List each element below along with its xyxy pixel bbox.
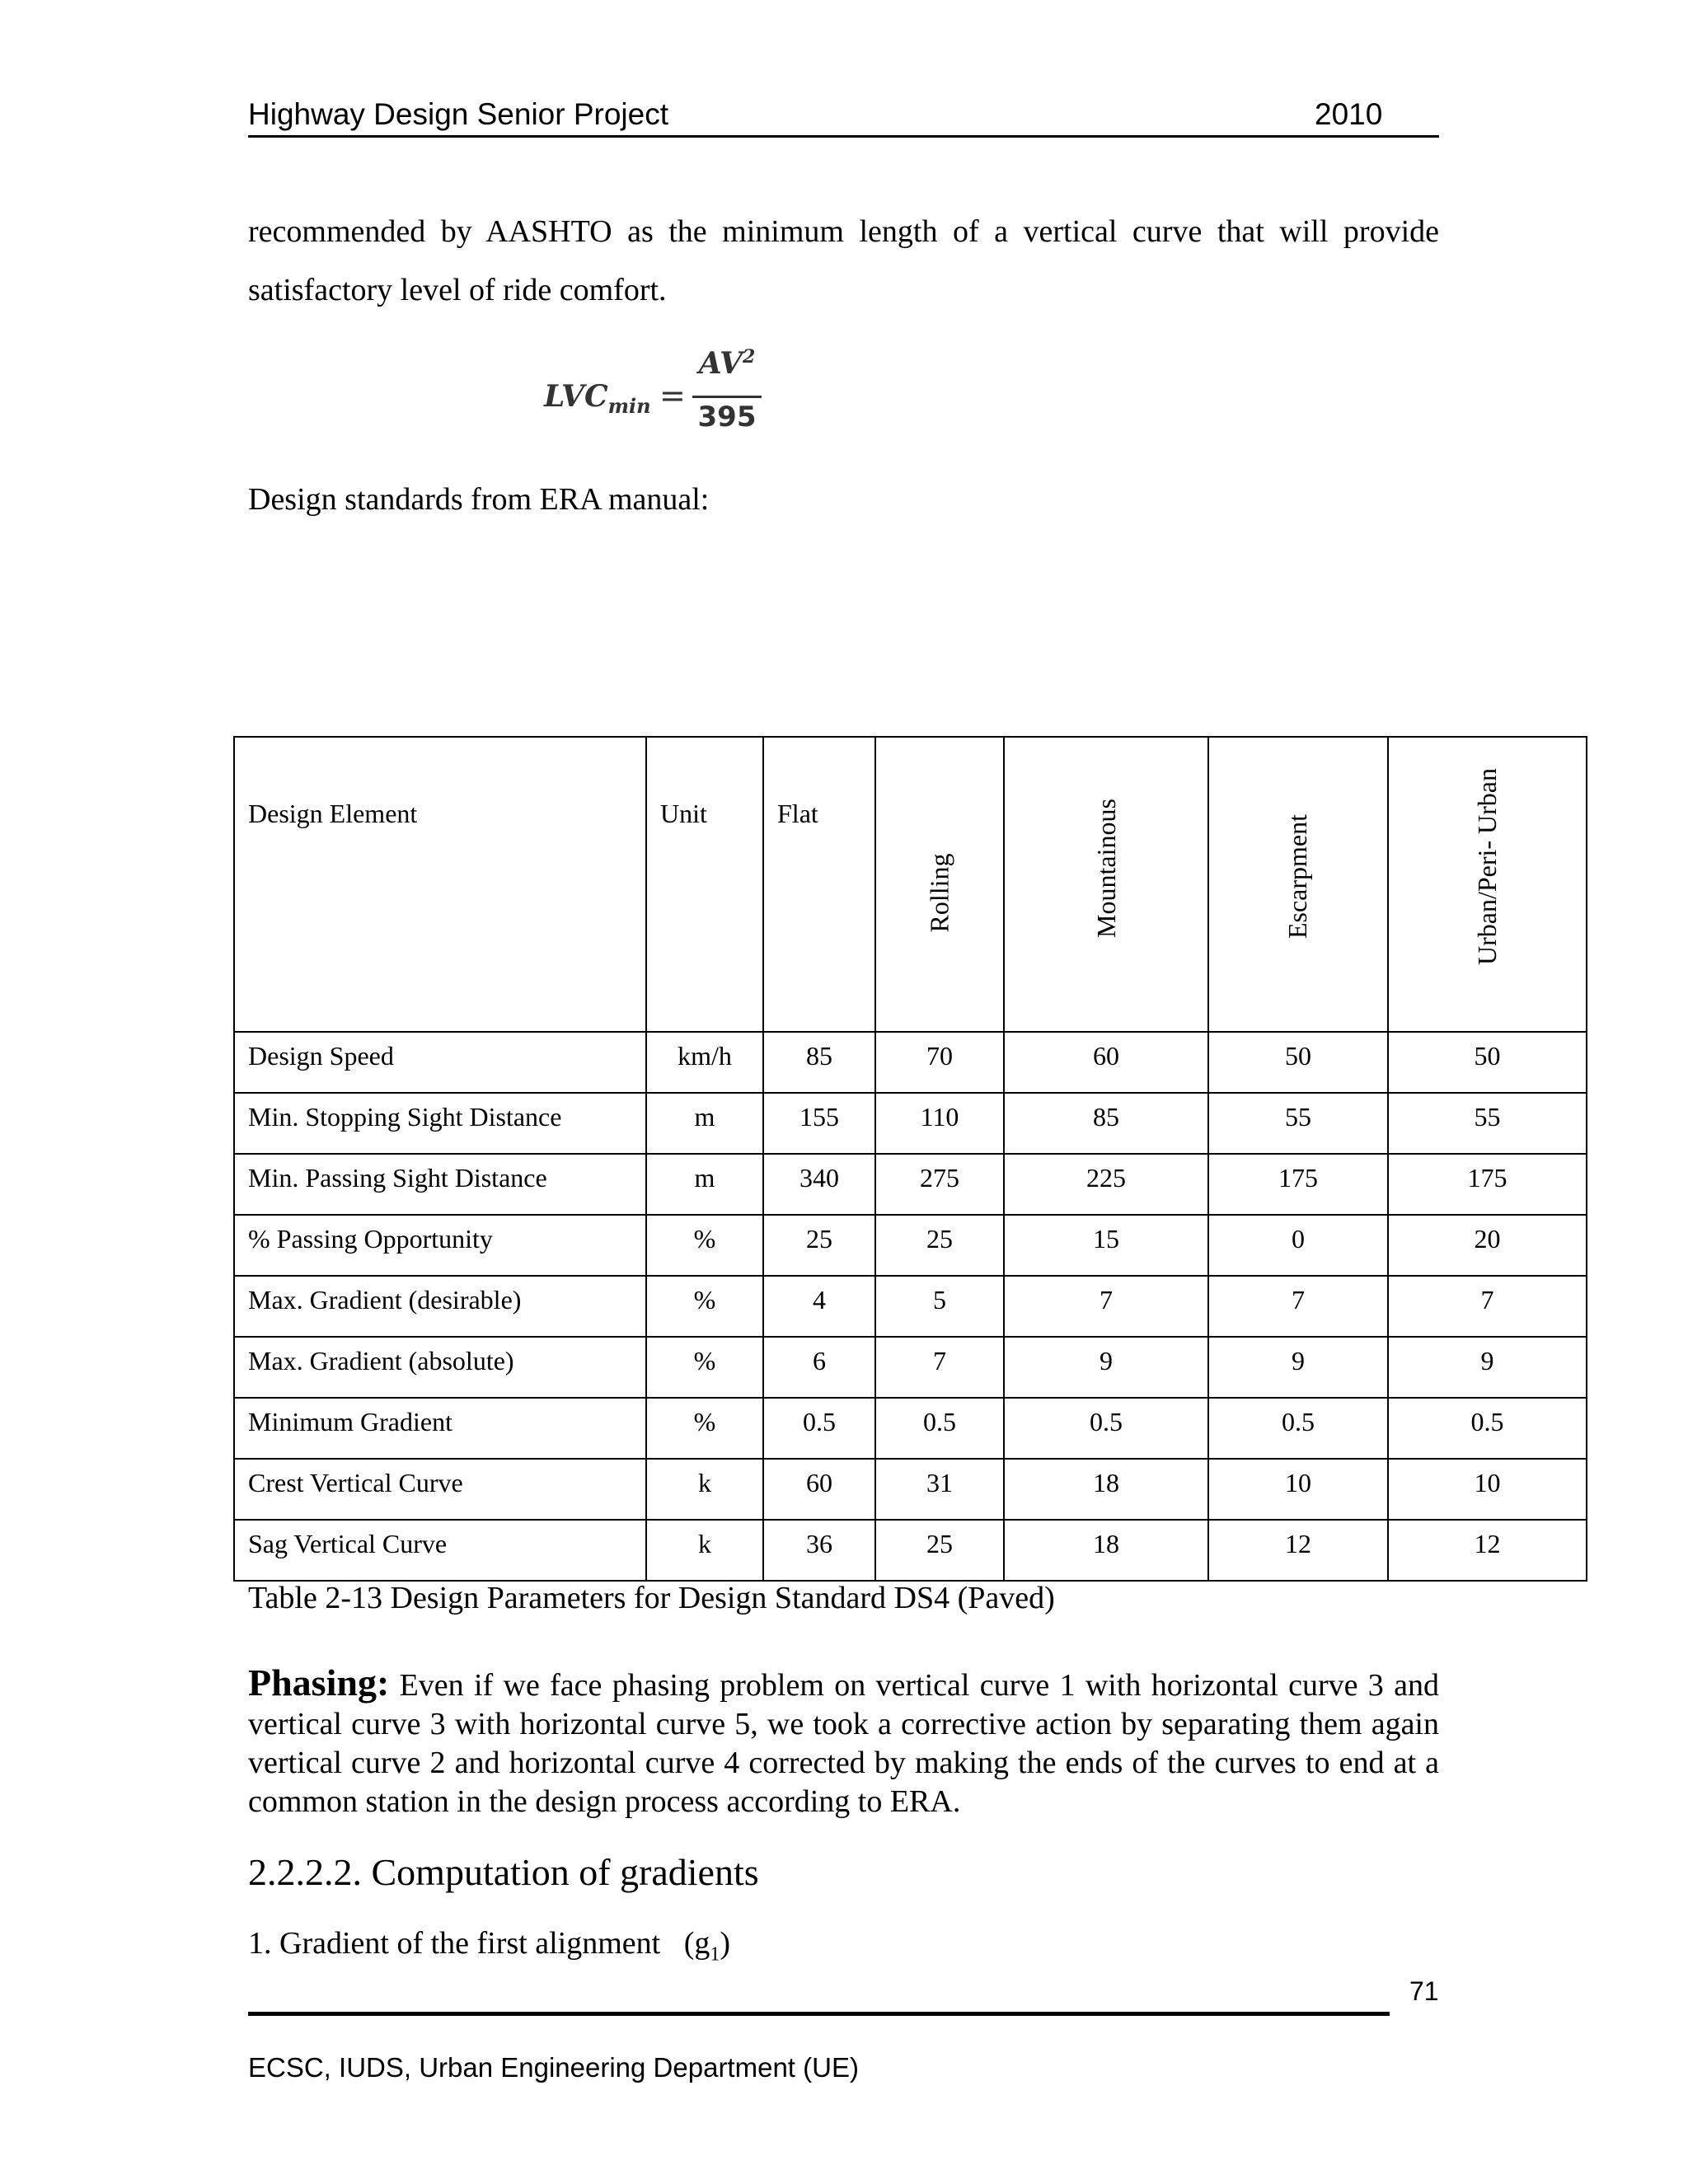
table-cell: 175	[1208, 1154, 1388, 1215]
table-cell: km/h	[646, 1032, 763, 1093]
table-cell: 6	[763, 1337, 875, 1398]
table-cell: Min. Stopping Sight Distance	[234, 1093, 646, 1154]
header-unit: Unit	[646, 737, 763, 1032]
table-cell: 15	[1004, 1215, 1208, 1276]
table-row	[234, 1398, 1587, 1459]
table-cell: 18	[1004, 1520, 1208, 1581]
formula-denominator: 395	[697, 401, 757, 434]
header-urban-label: Urban/Peri- Urban	[1472, 767, 1503, 965]
table-cell: 110	[875, 1093, 1004, 1154]
table-cell: 60	[1004, 1032, 1208, 1093]
table-cell: 10	[1208, 1459, 1388, 1520]
table-row	[234, 1459, 1587, 1520]
header-year: 2010	[1315, 97, 1383, 131]
gradient-line-sub: 1	[710, 1943, 720, 1966]
table-cell: 31	[875, 1459, 1004, 1520]
table-cell: %	[646, 1276, 763, 1337]
design-standards-label: Design standards from ERA manual:	[248, 482, 710, 517]
table-cell: 20	[1388, 1215, 1587, 1276]
table-row	[234, 1093, 1587, 1154]
table-cell: Max. Gradient (desirable)	[234, 1276, 646, 1337]
table-cell: 5	[875, 1276, 1004, 1337]
table-cell: 50	[1388, 1032, 1587, 1093]
table-row	[234, 1337, 1587, 1398]
formula-fraction-bar	[692, 396, 762, 398]
table-cell: Sag Vertical Curve	[234, 1520, 646, 1581]
table-cell: 36	[763, 1520, 875, 1581]
table-caption: Table 2-13 Design Parameters for Design Standard DS4 (Paved)	[248, 1581, 1055, 1615]
table-cell: 12	[1208, 1520, 1388, 1581]
header-mountainous	[1004, 737, 1208, 1032]
gradient-line-close: )	[720, 1926, 731, 1961]
table-cell: 60	[763, 1459, 875, 1520]
table-cell: 4	[763, 1276, 875, 1337]
table-cell: %	[646, 1398, 763, 1459]
table-cell: 0.5	[1208, 1398, 1388, 1459]
table-cell: 85	[763, 1032, 875, 1093]
table-cell: k	[646, 1459, 763, 1520]
table-cell: 25	[875, 1520, 1004, 1581]
page-number: 71	[1409, 1976, 1439, 2006]
table-cell: 7	[1208, 1276, 1388, 1337]
table-cell: 225	[1004, 1154, 1208, 1215]
header-mountainous-label: Mountainous	[1090, 798, 1121, 938]
table-cell: m	[646, 1154, 763, 1215]
table-cell: 55	[1388, 1093, 1587, 1154]
header-urban	[1388, 737, 1587, 1032]
table-row	[234, 1215, 1587, 1276]
table-cell: 9	[1208, 1337, 1388, 1398]
table-cell: 50	[1208, 1032, 1388, 1093]
gradient-line	[248, 1925, 730, 1966]
intro-paragraph: recommended by AASHTO as the minimum length of a vertical curve that will provide satisfactory level of ride comfort.	[248, 214, 1439, 307]
table-cell: 25	[875, 1215, 1004, 1276]
formula-lhs-sub: min	[607, 394, 651, 419]
table-header-row	[234, 737, 1587, 1032]
table-cell: 55	[1208, 1093, 1388, 1154]
formula-numerator	[694, 346, 760, 381]
table-cell: 0.5	[763, 1398, 875, 1459]
design-parameters-table	[233, 736, 1587, 1582]
table-cell: 70	[875, 1032, 1004, 1093]
table-cell: 9	[1004, 1337, 1208, 1398]
phasing-text: Even if we face phasing problem on vertical curve 1 with horizontal curve 3 and vertical curve 3 with horizontal curve 5, we took a corrective action by separating them again vertical curve 2 and horizontal curve 4 corrected by making the ends of the curves to end at a common station in the design process according to ERA.	[248, 1668, 1439, 1819]
table-cell: 7	[1004, 1276, 1208, 1337]
table-cell: Minimum Gradient	[234, 1398, 646, 1459]
table-cell: 9	[1388, 1337, 1587, 1398]
table-cell: 12	[1388, 1520, 1587, 1581]
table-cell: 7	[875, 1337, 1004, 1398]
footer-rule	[248, 2012, 1390, 2016]
section-heading: 2.2.2.2. Computation of gradients	[248, 1851, 759, 1893]
header-flat: Flat	[763, 737, 875, 1032]
formula-lhs-main: LVC	[544, 379, 608, 414]
formula-equals: =	[659, 377, 686, 414]
table-row	[234, 1520, 1587, 1581]
phasing-label: Phasing:	[248, 1661, 390, 1704]
table-row	[234, 1032, 1587, 1093]
table-cell: Min. Passing Sight Distance	[234, 1154, 646, 1215]
footer-text: ECSC, IUDS, Urban Engineering Department (UE)	[248, 2052, 859, 2083]
table-cell: 85	[1004, 1093, 1208, 1154]
table-cell: 175	[1388, 1154, 1587, 1215]
header-rule	[248, 135, 1439, 138]
table-cell: k	[646, 1520, 763, 1581]
table-cell: 340	[763, 1154, 875, 1215]
formula-num-sup: 2	[742, 346, 756, 368]
header-escarpment-label: Escarpment	[1282, 813, 1313, 939]
table-cell: 7	[1388, 1276, 1587, 1337]
table-cell: %	[646, 1337, 763, 1398]
table-row	[234, 1276, 1587, 1337]
table-cell: 275	[875, 1154, 1004, 1215]
table-cell: 18	[1004, 1459, 1208, 1520]
table-cell: % Passing Opportunity	[234, 1215, 646, 1276]
header-title: Highway Design Senior Project	[248, 97, 669, 131]
table-cell: 0.5	[1388, 1398, 1587, 1459]
header-escarpment	[1208, 737, 1388, 1032]
table-cell: Design Speed	[234, 1032, 646, 1093]
table-cell: 10	[1388, 1459, 1587, 1520]
table-cell: Crest Vertical Curve	[234, 1459, 646, 1520]
gradient-line-text: 1. Gradient of the first alignment (g	[248, 1926, 710, 1961]
table-cell: 25	[763, 1215, 875, 1276]
header-rolling-label: Rolling	[924, 852, 954, 933]
table-cell: m	[646, 1093, 763, 1154]
formula-lhs	[544, 379, 651, 418]
header-rolling	[875, 737, 1004, 1032]
header-design-element: Design Element	[234, 737, 646, 1032]
table-cell: 0.5	[1004, 1398, 1208, 1459]
table-cell: 0	[1208, 1215, 1388, 1276]
phasing-paragraph	[248, 1663, 1439, 1821]
formula-num-main: AV	[698, 346, 743, 381]
table-cell: 0.5	[875, 1398, 1004, 1459]
table-row	[234, 1154, 1587, 1215]
table-cell: %	[646, 1215, 763, 1276]
table-cell: Max. Gradient (absolute)	[234, 1337, 646, 1398]
table-cell: 155	[763, 1093, 875, 1154]
